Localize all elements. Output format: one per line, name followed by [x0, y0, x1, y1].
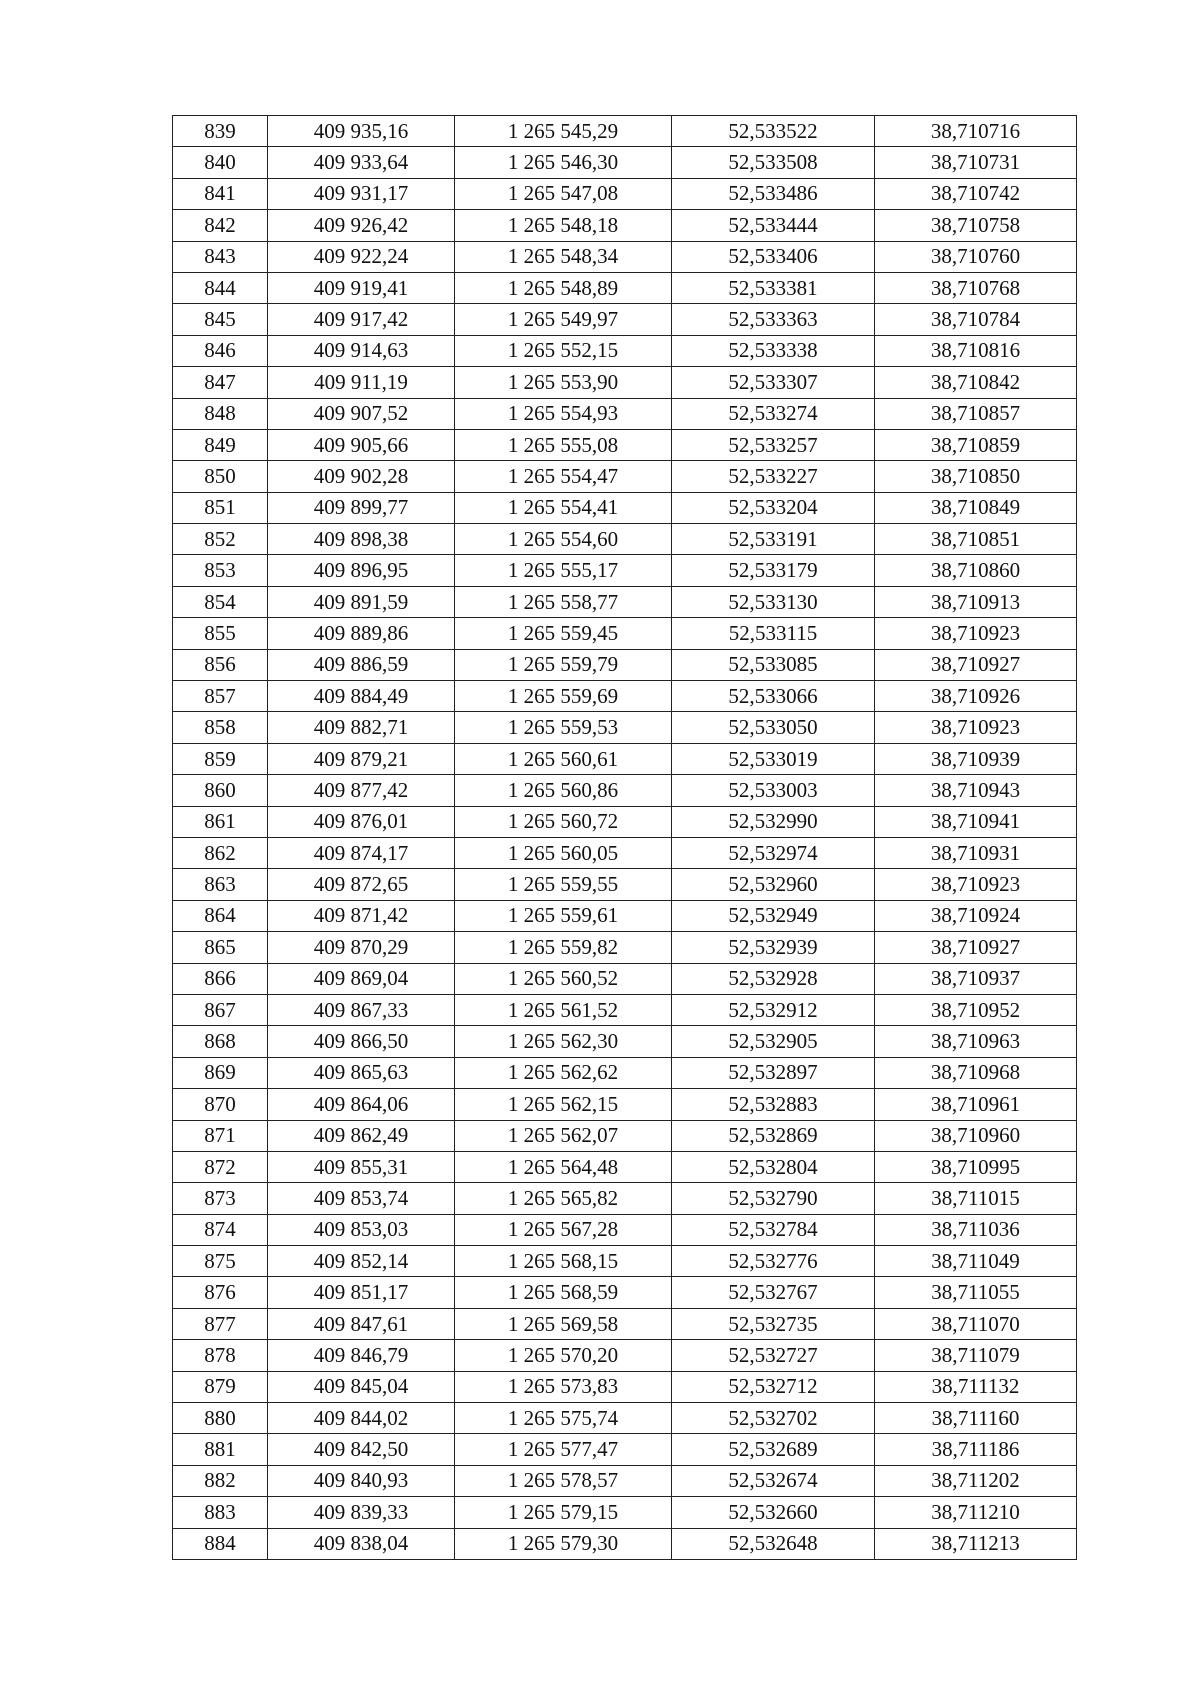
table-row [173, 555, 1077, 586]
x-coordinate-cell: 409 917,42 [268, 304, 455, 335]
latitude-cell: 52,533522 [672, 116, 875, 147]
longitude-cell: 38,710924 [875, 900, 1077, 931]
point-number-cell: 859 [173, 743, 268, 774]
x-coordinate-cell: 409 931,17 [268, 178, 455, 209]
table-row [173, 1308, 1077, 1339]
table-row [173, 461, 1077, 492]
x-coordinate-cell: 409 891,59 [268, 586, 455, 617]
y-coordinate-cell: 1 265 565,82 [455, 1183, 672, 1214]
latitude-cell: 52,533085 [672, 649, 875, 680]
latitude-cell: 52,532790 [672, 1183, 875, 1214]
point-number-cell: 870 [173, 1089, 268, 1120]
x-coordinate-cell: 409 922,24 [268, 241, 455, 272]
latitude-cell: 52,532674 [672, 1465, 875, 1496]
point-number-cell: 849 [173, 429, 268, 460]
longitude-cell: 38,711160 [875, 1403, 1077, 1434]
table-row [173, 1340, 1077, 1371]
y-coordinate-cell: 1 265 579,30 [455, 1528, 672, 1559]
table-row [173, 1403, 1077, 1434]
x-coordinate-cell: 409 874,17 [268, 837, 455, 868]
latitude-cell: 52,532660 [672, 1497, 875, 1528]
point-number-cell: 861 [173, 806, 268, 837]
x-coordinate-cell: 409 867,33 [268, 994, 455, 1025]
y-coordinate-cell: 1 265 555,08 [455, 429, 672, 460]
point-number-cell: 884 [173, 1528, 268, 1559]
longitude-cell: 38,710760 [875, 241, 1077, 272]
latitude-cell: 52,532912 [672, 994, 875, 1025]
y-coordinate-cell: 1 265 573,83 [455, 1371, 672, 1402]
y-coordinate-cell: 1 265 562,07 [455, 1120, 672, 1151]
y-coordinate-cell: 1 265 570,20 [455, 1340, 672, 1371]
longitude-cell: 38,710859 [875, 429, 1077, 460]
table-row [173, 869, 1077, 900]
table-row [173, 649, 1077, 680]
table-row [173, 1214, 1077, 1245]
y-coordinate-cell: 1 265 578,57 [455, 1465, 672, 1496]
y-coordinate-cell: 1 265 549,97 [455, 304, 672, 335]
latitude-cell: 52,533130 [672, 586, 875, 617]
latitude-cell: 52,533381 [672, 272, 875, 303]
longitude-cell: 38,711202 [875, 1465, 1077, 1496]
y-coordinate-cell: 1 265 559,61 [455, 900, 672, 931]
longitude-cell: 38,710968 [875, 1057, 1077, 1088]
latitude-cell: 52,533307 [672, 367, 875, 398]
longitude-cell: 38,710923 [875, 712, 1077, 743]
point-number-cell: 869 [173, 1057, 268, 1088]
y-coordinate-cell: 1 265 560,61 [455, 743, 672, 774]
table-row [173, 398, 1077, 429]
longitude-cell: 38,710860 [875, 555, 1077, 586]
point-number-cell: 851 [173, 492, 268, 523]
table-row [173, 1465, 1077, 1496]
latitude-cell: 52,533274 [672, 398, 875, 429]
table-row [173, 210, 1077, 241]
x-coordinate-cell: 409 877,42 [268, 775, 455, 806]
point-number-cell: 880 [173, 1403, 268, 1434]
y-coordinate-cell: 1 265 547,08 [455, 178, 672, 209]
latitude-cell: 52,533227 [672, 461, 875, 492]
point-number-cell: 858 [173, 712, 268, 743]
point-number-cell: 867 [173, 994, 268, 1025]
latitude-cell: 52,533050 [672, 712, 875, 743]
longitude-cell: 38,710963 [875, 1026, 1077, 1057]
x-coordinate-cell: 409 851,17 [268, 1277, 455, 1308]
x-coordinate-cell: 409 898,38 [268, 524, 455, 555]
x-coordinate-cell: 409 902,28 [268, 461, 455, 492]
x-coordinate-cell: 409 886,59 [268, 649, 455, 680]
latitude-cell: 52,532784 [672, 1214, 875, 1245]
latitude-cell: 52,532804 [672, 1151, 875, 1182]
longitude-cell: 38,710943 [875, 775, 1077, 806]
longitude-cell: 38,710941 [875, 806, 1077, 837]
table-row [173, 492, 1077, 523]
point-number-cell: 865 [173, 932, 268, 963]
longitude-cell: 38,710960 [875, 1120, 1077, 1151]
x-coordinate-cell: 409 862,49 [268, 1120, 455, 1151]
y-coordinate-cell: 1 265 559,45 [455, 618, 672, 649]
x-coordinate-cell: 409 889,86 [268, 618, 455, 649]
latitude-cell: 52,532648 [672, 1528, 875, 1559]
x-coordinate-cell: 409 914,63 [268, 335, 455, 366]
x-coordinate-cell: 409 933,64 [268, 147, 455, 178]
x-coordinate-cell: 409 919,41 [268, 272, 455, 303]
point-number-cell: 839 [173, 116, 268, 147]
latitude-cell: 52,533444 [672, 210, 875, 241]
point-number-cell: 847 [173, 367, 268, 398]
point-number-cell: 855 [173, 618, 268, 649]
latitude-cell: 52,533066 [672, 681, 875, 712]
y-coordinate-cell: 1 265 555,17 [455, 555, 672, 586]
longitude-cell: 38,711070 [875, 1308, 1077, 1339]
point-number-cell: 877 [173, 1308, 268, 1339]
y-coordinate-cell: 1 265 561,52 [455, 994, 672, 1025]
table-row [173, 806, 1077, 837]
table-row [173, 963, 1077, 994]
longitude-cell: 38,710995 [875, 1151, 1077, 1182]
point-number-cell: 860 [173, 775, 268, 806]
y-coordinate-cell: 1 265 559,55 [455, 869, 672, 900]
table-row [173, 900, 1077, 931]
y-coordinate-cell: 1 265 564,48 [455, 1151, 672, 1182]
longitude-cell: 38,710926 [875, 681, 1077, 712]
x-coordinate-cell: 409 907,52 [268, 398, 455, 429]
table-row [173, 1246, 1077, 1277]
y-coordinate-cell: 1 265 559,82 [455, 932, 672, 963]
table-row [173, 586, 1077, 617]
y-coordinate-cell: 1 265 559,79 [455, 649, 672, 680]
x-coordinate-cell: 409 935,16 [268, 116, 455, 147]
latitude-cell: 52,532767 [672, 1277, 875, 1308]
y-coordinate-cell: 1 265 569,58 [455, 1308, 672, 1339]
latitude-cell: 52,533204 [672, 492, 875, 523]
latitude-cell: 52,532776 [672, 1246, 875, 1277]
x-coordinate-cell: 409 864,06 [268, 1089, 455, 1120]
latitude-cell: 52,532702 [672, 1403, 875, 1434]
longitude-cell: 38,710716 [875, 116, 1077, 147]
point-number-cell: 868 [173, 1026, 268, 1057]
y-coordinate-cell: 1 265 567,28 [455, 1214, 672, 1245]
longitude-cell: 38,710768 [875, 272, 1077, 303]
coordinates-table [172, 115, 1077, 1560]
x-coordinate-cell: 409 853,74 [268, 1183, 455, 1214]
y-coordinate-cell: 1 265 548,18 [455, 210, 672, 241]
table-row [173, 116, 1077, 147]
latitude-cell: 52,532735 [672, 1308, 875, 1339]
x-coordinate-cell: 409 876,01 [268, 806, 455, 837]
table-row [173, 241, 1077, 272]
y-coordinate-cell: 1 265 558,77 [455, 586, 672, 617]
y-coordinate-cell: 1 265 559,69 [455, 681, 672, 712]
x-coordinate-cell: 409 844,02 [268, 1403, 455, 1434]
point-number-cell: 879 [173, 1371, 268, 1402]
y-coordinate-cell: 1 265 545,29 [455, 116, 672, 147]
point-number-cell: 848 [173, 398, 268, 429]
point-number-cell: 866 [173, 963, 268, 994]
x-coordinate-cell: 409 926,42 [268, 210, 455, 241]
x-coordinate-cell: 409 855,31 [268, 1151, 455, 1182]
y-coordinate-cell: 1 265 577,47 [455, 1434, 672, 1465]
latitude-cell: 52,533508 [672, 147, 875, 178]
x-coordinate-cell: 409 869,04 [268, 963, 455, 994]
x-coordinate-cell: 409 845,04 [268, 1371, 455, 1402]
y-coordinate-cell: 1 265 554,93 [455, 398, 672, 429]
y-coordinate-cell: 1 265 579,15 [455, 1497, 672, 1528]
longitude-cell: 38,711186 [875, 1434, 1077, 1465]
longitude-cell: 38,710816 [875, 335, 1077, 366]
point-number-cell: 842 [173, 210, 268, 241]
point-number-cell: 881 [173, 1434, 268, 1465]
latitude-cell: 52,532974 [672, 837, 875, 868]
table-row [173, 932, 1077, 963]
x-coordinate-cell: 409 870,29 [268, 932, 455, 963]
latitude-cell: 52,532949 [672, 900, 875, 931]
latitude-cell: 52,532883 [672, 1089, 875, 1120]
x-coordinate-cell: 409 853,03 [268, 1214, 455, 1245]
y-coordinate-cell: 1 265 553,90 [455, 367, 672, 398]
longitude-cell: 38,710851 [875, 524, 1077, 555]
y-coordinate-cell: 1 265 548,89 [455, 272, 672, 303]
x-coordinate-cell: 409 882,71 [268, 712, 455, 743]
point-number-cell: 846 [173, 335, 268, 366]
longitude-cell: 38,711213 [875, 1528, 1077, 1559]
latitude-cell: 52,533406 [672, 241, 875, 272]
longitude-cell: 38,711036 [875, 1214, 1077, 1245]
longitude-cell: 38,710923 [875, 618, 1077, 649]
longitude-cell: 38,710758 [875, 210, 1077, 241]
longitude-cell: 38,710913 [875, 586, 1077, 617]
table-row [173, 837, 1077, 868]
table-row [173, 775, 1077, 806]
point-number-cell: 845 [173, 304, 268, 335]
table-row [173, 681, 1077, 712]
latitude-cell: 52,532990 [672, 806, 875, 837]
longitude-cell: 38,711055 [875, 1277, 1077, 1308]
table-row [173, 1120, 1077, 1151]
y-coordinate-cell: 1 265 560,72 [455, 806, 672, 837]
table-row [173, 1434, 1077, 1465]
latitude-cell: 52,533486 [672, 178, 875, 209]
y-coordinate-cell: 1 265 560,05 [455, 837, 672, 868]
x-coordinate-cell: 409 871,42 [268, 900, 455, 931]
x-coordinate-cell: 409 852,14 [268, 1246, 455, 1277]
table-row [173, 367, 1077, 398]
longitude-cell: 38,711049 [875, 1246, 1077, 1277]
y-coordinate-cell: 1 265 560,86 [455, 775, 672, 806]
y-coordinate-cell: 1 265 562,15 [455, 1089, 672, 1120]
latitude-cell: 52,532869 [672, 1120, 875, 1151]
longitude-cell: 38,710937 [875, 963, 1077, 994]
x-coordinate-cell: 409 879,21 [268, 743, 455, 774]
point-number-cell: 878 [173, 1340, 268, 1371]
y-coordinate-cell: 1 265 562,30 [455, 1026, 672, 1057]
latitude-cell: 52,533338 [672, 335, 875, 366]
table-row [173, 335, 1077, 366]
point-number-cell: 844 [173, 272, 268, 303]
table-row [173, 178, 1077, 209]
latitude-cell: 52,532905 [672, 1026, 875, 1057]
table-row [173, 524, 1077, 555]
point-number-cell: 876 [173, 1277, 268, 1308]
latitude-cell: 52,533257 [672, 429, 875, 460]
longitude-cell: 38,710931 [875, 837, 1077, 868]
latitude-cell: 52,533003 [672, 775, 875, 806]
longitude-cell: 38,710923 [875, 869, 1077, 900]
longitude-cell: 38,710849 [875, 492, 1077, 523]
latitude-cell: 52,532712 [672, 1371, 875, 1402]
table-row [173, 1026, 1077, 1057]
x-coordinate-cell: 409 866,50 [268, 1026, 455, 1057]
x-coordinate-cell: 409 865,63 [268, 1057, 455, 1088]
longitude-cell: 38,710850 [875, 461, 1077, 492]
latitude-cell: 52,533191 [672, 524, 875, 555]
table-row [173, 1277, 1077, 1308]
longitude-cell: 38,710857 [875, 398, 1077, 429]
point-number-cell: 883 [173, 1497, 268, 1528]
longitude-cell: 38,711210 [875, 1497, 1077, 1528]
point-number-cell: 862 [173, 837, 268, 868]
table-row [173, 743, 1077, 774]
y-coordinate-cell: 1 265 548,34 [455, 241, 672, 272]
x-coordinate-cell: 409 839,33 [268, 1497, 455, 1528]
point-number-cell: 857 [173, 681, 268, 712]
x-coordinate-cell: 409 905,66 [268, 429, 455, 460]
latitude-cell: 52,533115 [672, 618, 875, 649]
y-coordinate-cell: 1 265 568,15 [455, 1246, 672, 1277]
y-coordinate-cell: 1 265 559,53 [455, 712, 672, 743]
table-row [173, 147, 1077, 178]
point-number-cell: 850 [173, 461, 268, 492]
table-row [173, 1089, 1077, 1120]
latitude-cell: 52,532939 [672, 932, 875, 963]
latitude-cell: 52,533019 [672, 743, 875, 774]
longitude-cell: 38,710784 [875, 304, 1077, 335]
longitude-cell: 38,711079 [875, 1340, 1077, 1371]
point-number-cell: 882 [173, 1465, 268, 1496]
table-row [173, 1497, 1077, 1528]
latitude-cell: 52,533179 [672, 555, 875, 586]
latitude-cell: 52,532727 [672, 1340, 875, 1371]
x-coordinate-cell: 409 872,65 [268, 869, 455, 900]
y-coordinate-cell: 1 265 554,60 [455, 524, 672, 555]
x-coordinate-cell: 409 884,49 [268, 681, 455, 712]
table-row [173, 1057, 1077, 1088]
x-coordinate-cell: 409 840,93 [268, 1465, 455, 1496]
y-coordinate-cell: 1 265 560,52 [455, 963, 672, 994]
longitude-cell: 38,710961 [875, 1089, 1077, 1120]
table-row [173, 994, 1077, 1025]
table-row [173, 618, 1077, 649]
point-number-cell: 871 [173, 1120, 268, 1151]
point-number-cell: 863 [173, 869, 268, 900]
table-row [173, 304, 1077, 335]
point-number-cell: 864 [173, 900, 268, 931]
x-coordinate-cell: 409 842,50 [268, 1434, 455, 1465]
longitude-cell: 38,710927 [875, 932, 1077, 963]
longitude-cell: 38,710731 [875, 147, 1077, 178]
table-row [173, 1528, 1077, 1559]
latitude-cell: 52,532897 [672, 1057, 875, 1088]
point-number-cell: 852 [173, 524, 268, 555]
x-coordinate-cell: 409 899,77 [268, 492, 455, 523]
point-number-cell: 874 [173, 1214, 268, 1245]
point-number-cell: 875 [173, 1246, 268, 1277]
table-row [173, 1183, 1077, 1214]
table-row [173, 429, 1077, 460]
table-row [173, 712, 1077, 743]
y-coordinate-cell: 1 265 554,47 [455, 461, 672, 492]
point-number-cell: 856 [173, 649, 268, 680]
y-coordinate-cell: 1 265 554,41 [455, 492, 672, 523]
coordinates-table-body [173, 116, 1077, 1560]
longitude-cell: 38,710927 [875, 649, 1077, 680]
point-number-cell: 843 [173, 241, 268, 272]
point-number-cell: 841 [173, 178, 268, 209]
point-number-cell: 853 [173, 555, 268, 586]
longitude-cell: 38,710939 [875, 743, 1077, 774]
longitude-cell: 38,710842 [875, 367, 1077, 398]
x-coordinate-cell: 409 846,79 [268, 1340, 455, 1371]
point-number-cell: 854 [173, 586, 268, 617]
table-row [173, 272, 1077, 303]
longitude-cell: 38,710952 [875, 994, 1077, 1025]
y-coordinate-cell: 1 265 552,15 [455, 335, 672, 366]
point-number-cell: 873 [173, 1183, 268, 1214]
x-coordinate-cell: 409 847,61 [268, 1308, 455, 1339]
point-number-cell: 840 [173, 147, 268, 178]
longitude-cell: 38,711132 [875, 1371, 1077, 1402]
y-coordinate-cell: 1 265 562,62 [455, 1057, 672, 1088]
latitude-cell: 52,532689 [672, 1434, 875, 1465]
latitude-cell: 52,532960 [672, 869, 875, 900]
table-row [173, 1371, 1077, 1402]
x-coordinate-cell: 409 896,95 [268, 555, 455, 586]
x-coordinate-cell: 409 838,04 [268, 1528, 455, 1559]
point-number-cell: 872 [173, 1151, 268, 1182]
y-coordinate-cell: 1 265 546,30 [455, 147, 672, 178]
y-coordinate-cell: 1 265 568,59 [455, 1277, 672, 1308]
latitude-cell: 52,532928 [672, 963, 875, 994]
table-row [173, 1151, 1077, 1182]
x-coordinate-cell: 409 911,19 [268, 367, 455, 398]
latitude-cell: 52,533363 [672, 304, 875, 335]
longitude-cell: 38,710742 [875, 178, 1077, 209]
y-coordinate-cell: 1 265 575,74 [455, 1403, 672, 1434]
longitude-cell: 38,711015 [875, 1183, 1077, 1214]
